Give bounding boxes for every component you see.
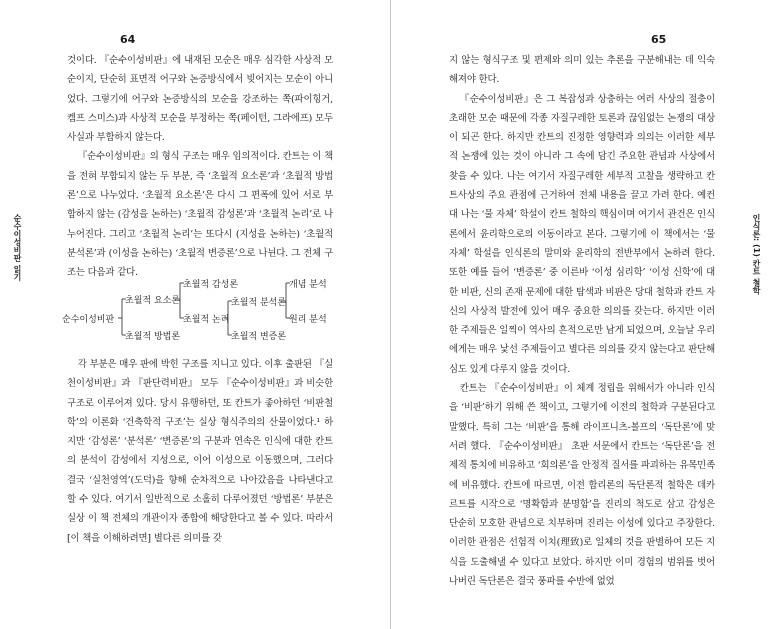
body-text-bottom	[67, 355, 333, 548]
page-number: 65	[651, 33, 667, 46]
running-head: 순수이성비판 읽기	[13, 214, 22, 281]
diagram-node-principle: 원리 분석	[289, 315, 327, 325]
body-text	[449, 51, 715, 591]
diagram-node-concept: 개념 분석	[289, 280, 327, 290]
diagram-node-method: 초월적 방법론	[125, 332, 181, 342]
running-head: 인식론: (1) 칸트 철학	[752, 214, 761, 295]
paragraph: 『순수이성비판』의 형식 구조는 매우 임의적이다. 칸트는 이 책을 전혀 부합되지 않는 두 부분, 즉 ‘초월적 요소론’과 ‘초월적 방법론’으로 나누었다. ‘초월적 요소론’은 다시 그 편폭에 있어 서로 부합하지 않는 (감성을 논하는) ‘초월적 감성론’과 ‘초월적 논리’로 나누어진다. 그리고 ‘초월적 논리’는 또다시 (지성을 논하는) ‘초월적 분석론’과 (이성을 논하는) ‘초월적 변증론’으로 나뉜다. 그 전체 구조는 다음과 같다.	[67, 151, 333, 279]
left-page	[0, 0, 390, 629]
paragraph: 『순수이성비판』은 그 복잡성과 상충하는 여러 사상의 절충이 초래한 모순 때문에 각종 자질구레한 토론과 끊임없는 논쟁의 대상이 되곤 한다. 하지만 칸트의 진정한 영향력과 의의는 이러한 세부적 논쟁에 있는 것이 아니라 그 속에 담긴 주요한 관념과 사상에서 찾을 수 있다. 나는 여기서 자질구레한 세부적 고찰을 생략하고 칸트사상의 주요 관점에 근거하여 전체 내용을 끌고 가려 한다. 예컨대 나는 ‘물 자체’ 학설이 칸트 철학의 핵심이며 여기서 관건은 인식론에서 윤리학으로의 이동이라고 본다. 그렇기에 이 책에서는 ‘물 자체’ 학설을 인식론의 말미와 윤리학의 전반부에서 논하려 한다. 또한 예를 들어 ‘변증론’ 중 이른바 ‘이성 심리학’ ‘이성 신학’에 대한 비판, 신의 존재 문제에 대한 탐색과 비판은 당대 철학과 칸트 자신의 사상적 발전에 있어 매우 중요한 의의를 갖는다. 하지만 이러한 주제들은 일찍이 역사의 흔적으로만 남게 되었으며, 오늘날 우리에게는 매우 낯선 주제들이고 별다른 의의를 갖지 않는다고 판단해 심도 있게 다루지 않을 것이다.	[449, 93, 715, 375]
paragraph: 각 부분은 매우 판에 박힌 구조를 지니고 있다. 이후 출판된 『실천이성비판』과 『판단력비판』 모두 『순수이성비판』과 비슷한 구조로 이루어져 있다. 당시 유행하던, 또 칸트가 좋아하던 ‘비판철학’의 이론화 ‘건축학적 구조’는 실상 형식주의의 산물이었다.¹ 하지만 ‘감성론’ ‘분석론’ ‘변증론’의 구분과 연속은 인식에 대한 칸트의 분석이 감성에서 지성으로, 이어 이성으로 이동했으며, 그러다 결국 ‘실천영역’(도덕)을 향해 순차적으로 나아갔음을 나타낸다고 할 수 있다. 여기서 일반적으로 소홀히 다루어졌던 ‘방법론’ 부분은 실상 이 책 전체의 개관이자 종합에 해당한다고 볼 수 있다. 따라서 [이 책을 이해하려면] 별다른 의미를 갖	[67, 359, 333, 544]
paragraph: 칸트는 『순수이성비판』이 체계 정립을 위해서가 아니라 인식을 ‘비판’하기 위해 쓴 책이고, 그렇기에 이전의 철학과 구분된다고 말했다. 특히 그는 ‘비판’을 통해 라이프니츠-볼프의 ‘독단론’에 맞서려 했다. 『순수이성비판』 초판 서문에서 칸트는 ‘독단론’을 전제적 통치에 비유하고 ‘회의론’을 안정적 질서를 파괴하는 유목민족에 비유했다. 칸트에 따르면, 이전 합리론의 독단론적 철학은 데카르트를 시작으로 ‘명확함과 분명함’을 진리의 척도로 삼고 감성은 단순히 모호한 관념으로 치부하며 진리는 이성에 있다고 주장한다. 이러한 관점은 선험적 이치(理致)로 일체의 것을 판별하여 모든 지식을 도출해낼 수 있다고 보았다. 하지만 이미 경험의 범위를 벗어나버린 독단론은 결국 풍파를 수반에 없었	[449, 383, 715, 588]
body-text-top	[67, 51, 333, 283]
diagram-node-elementary: 초월적 요소론	[125, 296, 181, 306]
diagram-node-logic: 초월적 논리	[183, 315, 230, 325]
diagram-node-analytic: 초월적 분석론	[231, 298, 287, 308]
page-number: 64	[120, 33, 136, 46]
right-page	[391, 0, 782, 629]
paragraph: 지 않는 형식구조 및 편제와 의미 있는 추론을 구분해내는 데 익숙해져야 한다.	[449, 55, 715, 86]
diagram-node-dialectic: 초월적 변증론	[231, 332, 287, 342]
structure-diagram	[62, 272, 337, 352]
paragraph: 것이다. 『순수이성비판』에 내재된 모순은 매우 심각한 사상적 모순이지, 단순히 표면적 어구와 논증방식에서 빚어지는 모순이 아니었다. 그렇기에 어구와 논증방식의 모순을 강조하는 쪽(파이힝거, 켐프 스미스)과 사상적 모순을 부정하는 쪽(페이턴, 그라에프) 모두 사실과 부합하지 않는다.	[67, 55, 333, 144]
diagram-root: 순수이성비판	[62, 315, 115, 325]
diagram-node-aesthetic: 초월적 감성론	[183, 280, 239, 290]
